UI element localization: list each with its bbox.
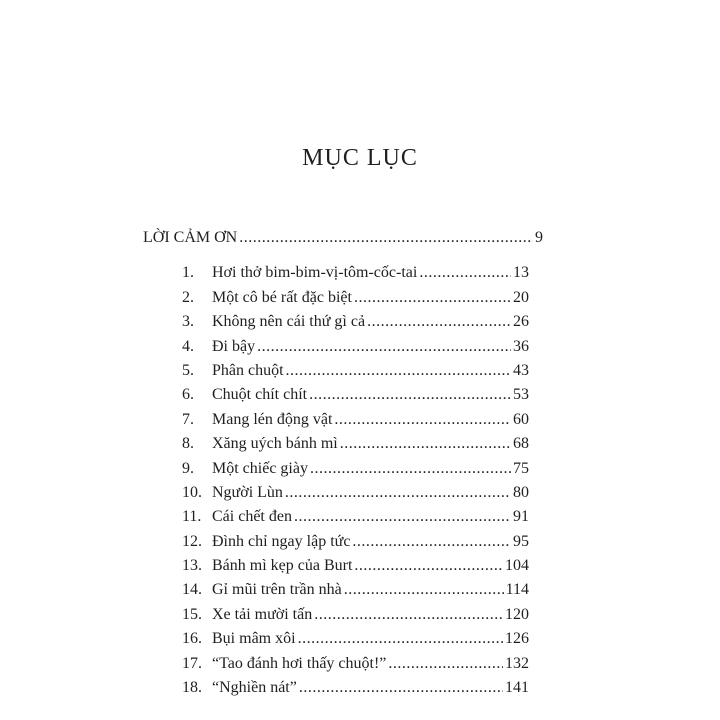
toc-entry-number: 1.	[182, 264, 194, 282]
toc-entry-page: 91	[513, 508, 529, 526]
dot-leader	[344, 578, 504, 602]
toc-entry-page: 53	[513, 386, 529, 404]
dot-leader	[354, 554, 503, 578]
toc-entry-label: Gỉ mũi trên trần nhà	[212, 581, 342, 599]
toc-entry-row	[143, 383, 543, 407]
toc-entry-row	[143, 676, 543, 700]
toc-entry-page: 120	[505, 605, 529, 623]
toc-entry-number: 4.	[182, 337, 194, 355]
table-of-contents	[143, 226, 543, 700]
toc-entry-row	[143, 432, 543, 456]
toc-entry-label: “Tao đánh hơi thấy chuột!”	[212, 654, 387, 672]
toc-entry-number: 12.	[182, 532, 202, 550]
toc-entry-page: 126	[505, 630, 529, 648]
toc-entry-row	[143, 578, 543, 602]
toc-entry-row	[143, 286, 543, 310]
toc-entry-page: 68	[513, 435, 529, 453]
toc-entry-label: Không nên cái thứ gì cả	[212, 313, 366, 331]
toc-entry-page: 43	[513, 361, 529, 379]
toc-entry-label: Xăng uých bánh mì	[212, 435, 338, 453]
toc-entry-page: 75	[513, 459, 529, 477]
toc-entry-label: Mang lén động vật	[212, 410, 333, 428]
toc-entry-page: 141	[505, 679, 529, 697]
toc-entry-number: 11.	[182, 508, 202, 526]
toc-entry-label: Phân chuột	[212, 361, 284, 379]
toc-entry-row	[143, 261, 543, 285]
toc-entry-label: Cái chết đen	[212, 508, 292, 526]
toc-intro-row	[143, 226, 543, 250]
toc-entry-row	[143, 359, 543, 383]
toc-entry-label: Đi bậy	[212, 337, 256, 355]
toc-entry-number: 18.	[182, 679, 202, 697]
dot-leader	[294, 505, 511, 529]
page-title: MỤC LỤC	[302, 145, 418, 171]
toc-intro-label: LỜI CẢM ƠN	[143, 229, 238, 246]
toc-entry-row	[143, 652, 543, 676]
toc-entry-number: 15.	[182, 605, 202, 623]
dot-leader	[354, 286, 511, 310]
toc-entry-label: Bánh mì kẹp của Burt	[212, 557, 353, 575]
toc-entry-number: 17.	[182, 654, 202, 672]
toc-entry-page: 13	[513, 264, 529, 282]
toc-entry-label: Chuột chít chít	[212, 386, 308, 404]
toc-entry-number: 2.	[182, 288, 194, 306]
toc-entry-row	[143, 335, 543, 359]
toc-entry-label: Một cô bé rất đặc biệt	[212, 288, 352, 306]
dot-leader	[257, 335, 511, 359]
toc-entry-page: 60	[513, 410, 529, 428]
toc-entry-page: 104	[505, 557, 529, 575]
toc-entry-label: Đình chỉ ngay lập tức	[212, 532, 351, 550]
dot-leader	[310, 457, 511, 481]
toc-entry-page: 114	[505, 581, 529, 599]
toc-entries	[143, 261, 543, 700]
toc-entry-number: 3.	[182, 313, 194, 331]
toc-entry-number: 16.	[182, 630, 202, 648]
toc-entry-row	[143, 505, 543, 529]
toc-entry-page: 80	[513, 483, 529, 501]
toc-entry-row	[143, 530, 543, 554]
toc-entry-page: 36	[513, 337, 529, 355]
toc-entry-row	[143, 603, 543, 627]
toc-entry-number: 10.	[182, 483, 202, 501]
toc-entry-number: 7.	[182, 410, 194, 428]
dot-leader	[352, 530, 511, 554]
dot-leader	[239, 226, 533, 250]
toc-entry-row	[143, 554, 543, 578]
toc-entry-number: 13.	[182, 557, 202, 575]
toc-entry-row	[143, 627, 543, 651]
dot-leader	[367, 310, 511, 334]
toc-entry-label: Bụi mâm xôi	[212, 630, 296, 648]
toc-entry-row	[143, 457, 543, 481]
dot-leader	[334, 408, 511, 432]
toc-entry-label: Hơi thở bim-bim-vị-tôm-cốc-tai	[212, 264, 418, 282]
dot-leader	[286, 359, 511, 383]
dot-leader	[298, 627, 503, 651]
dot-leader	[419, 261, 511, 285]
toc-entry-row	[143, 310, 543, 334]
toc-entry-number: 6.	[182, 386, 194, 404]
dot-leader	[340, 432, 511, 456]
toc-entry-page: 95	[513, 532, 529, 550]
toc-entry-row	[143, 408, 543, 432]
toc-entry-row	[143, 481, 543, 505]
dot-leader	[388, 652, 503, 676]
toc-entry-page: 20	[513, 288, 529, 306]
dot-leader	[314, 603, 503, 627]
toc-entry-number: 8.	[182, 435, 194, 453]
toc-entry-number: 9.	[182, 459, 194, 477]
dot-leader	[285, 481, 511, 505]
toc-entry-page: 132	[505, 654, 529, 672]
dot-leader	[299, 676, 503, 700]
toc-entry-label: Xe tải mười tấn	[212, 605, 313, 623]
toc-entry-label: “Nghiền nát”	[212, 679, 297, 697]
toc-entry-label: Người Lùn	[212, 483, 283, 501]
toc-entry-number: 5.	[182, 361, 194, 379]
toc-entry-number: 14.	[182, 581, 202, 599]
toc-entry-page: 26	[513, 313, 529, 331]
toc-entry-label: Một chiếc giày	[212, 459, 308, 477]
toc-intro-page: 9	[535, 229, 543, 246]
dot-leader	[309, 383, 511, 407]
